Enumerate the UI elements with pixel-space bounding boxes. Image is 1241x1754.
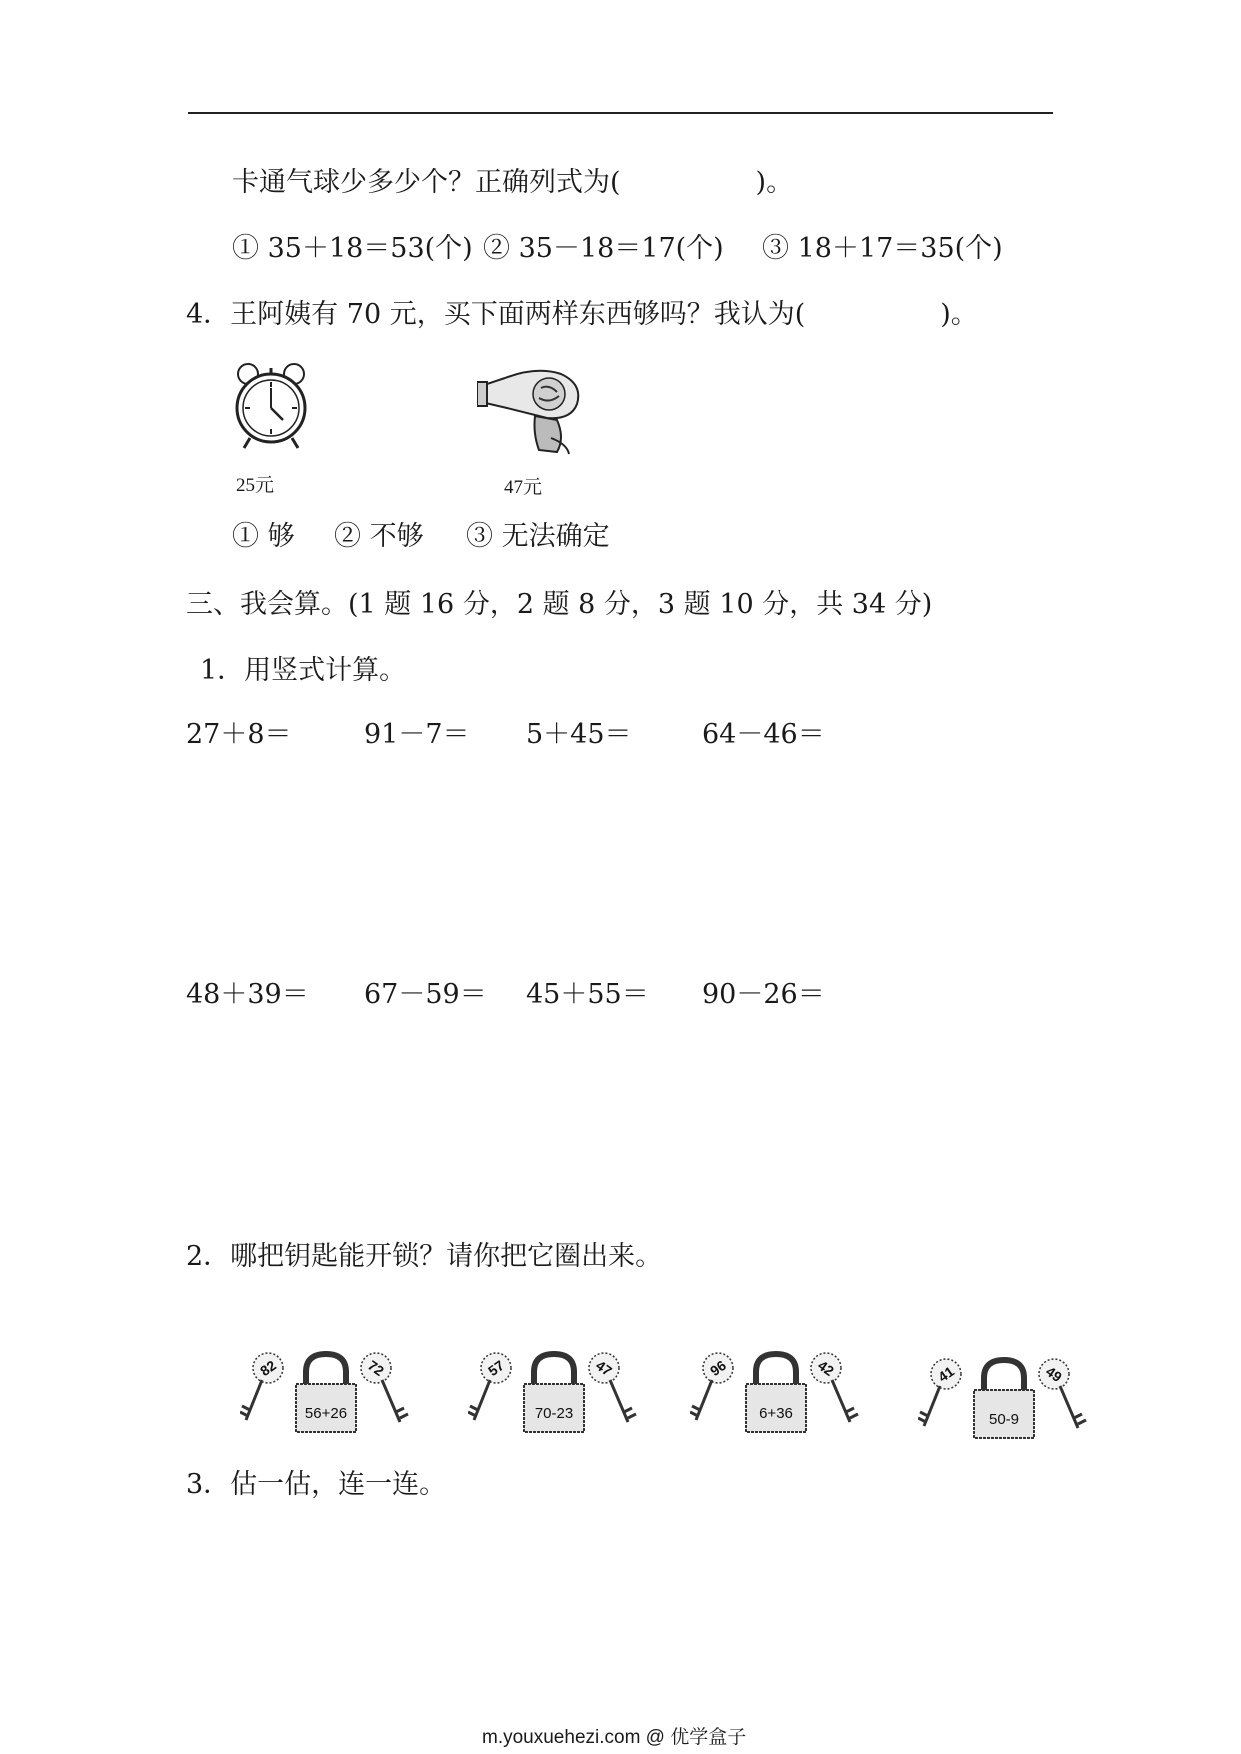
calc-item: 45＋55＝: [526, 979, 649, 1010]
key-number-right: 72: [365, 1356, 387, 1380]
key-shaft: [610, 1380, 636, 1422]
calc-item: 27＋8＝: [186, 719, 292, 750]
left-key[interactable]: [468, 1353, 511, 1420]
lock-shackle: [306, 1354, 346, 1386]
key-shaft: [382, 1380, 408, 1422]
key-number-left: 41: [935, 1362, 957, 1386]
key-shaft: [918, 1386, 940, 1426]
top-rule: [188, 112, 1053, 114]
hair-dryer-icon: [477, 364, 585, 460]
q4-option-3: ③ 无法确定: [466, 521, 610, 552]
hair-dryer-price: 47元: [504, 477, 543, 498]
key-shaft: [468, 1380, 490, 1420]
q3-option-2: ② 35－18＝17(个): [483, 233, 724, 264]
key-shaft: [832, 1380, 858, 1422]
key-lock-group: [468, 1350, 638, 1440]
q3-option-3: ③ 18＋17＝35(个): [762, 233, 1003, 264]
key-lock-group: [918, 1356, 1088, 1446]
calc-item: 91－7＝: [364, 719, 470, 750]
s3-q2-title: 2．哪把钥匙能开锁？请你把它圈出来。: [186, 1241, 663, 1272]
key-lock-group: [690, 1350, 860, 1440]
lock-expression: 50-9: [988, 1411, 1020, 1428]
s3-q3-title: 3．估一估，连一连。: [186, 1469, 447, 1500]
key-number-left: 82: [257, 1356, 279, 1380]
alarm-clock-icon: [232, 362, 310, 450]
key-shaft: [240, 1380, 262, 1420]
lock-expression: 56+26: [304, 1405, 348, 1422]
key-number-right: 42: [815, 1356, 837, 1380]
left-key[interactable]: [918, 1359, 961, 1426]
q4-option-1: ① 够: [232, 521, 295, 552]
right-key[interactable]: [589, 1353, 636, 1422]
calc-item: 67－59＝: [364, 979, 487, 1010]
q3-continuation-text: 卡通气球少多少个？正确列式为( )。: [232, 167, 794, 198]
key-number-left: 96: [707, 1356, 729, 1380]
s3-q1-title: 1．用竖式计算。: [200, 655, 407, 686]
key-shaft: [1060, 1386, 1086, 1428]
section-3-title: 三、我会算。(1 题 16 分，2 题 8 分，3 题 10 分，共 34 分): [186, 589, 933, 620]
q3-option-1: ① 35＋18＝53(个): [232, 233, 473, 264]
right-key[interactable]: [811, 1353, 858, 1422]
left-key[interactable]: [240, 1353, 283, 1420]
key-number-left: 57: [485, 1356, 507, 1380]
lock-expression: 6+36: [759, 1405, 793, 1422]
calc-item: 48＋39＝: [186, 979, 309, 1010]
q4-option-2: ② 不够: [334, 521, 424, 552]
lock-shackle: [756, 1354, 796, 1386]
key-shaft: [690, 1380, 712, 1420]
calc-item: 5＋45＝: [526, 719, 632, 750]
left-key[interactable]: [690, 1353, 733, 1420]
q4-text: 4．王阿姨有 70 元，买下面两样东西够吗？我认为( )。: [186, 299, 978, 330]
right-key[interactable]: [1039, 1359, 1086, 1428]
footer-watermark: m.youxuehezi.com @ 优学盒子: [482, 1727, 747, 1748]
calc-item: 64－46＝: [702, 719, 825, 750]
right-key[interactable]: [361, 1353, 408, 1422]
key-number-right: 47: [593, 1356, 615, 1380]
lock-expression: 70-23: [534, 1405, 574, 1422]
key-lock-group: [240, 1350, 410, 1440]
key-number-right: 49: [1043, 1362, 1065, 1386]
calc-item: 90－26＝: [702, 979, 825, 1010]
lock-shackle: [984, 1360, 1024, 1392]
alarm-clock-price: 25元: [236, 475, 275, 496]
lock-shackle: [534, 1354, 574, 1386]
